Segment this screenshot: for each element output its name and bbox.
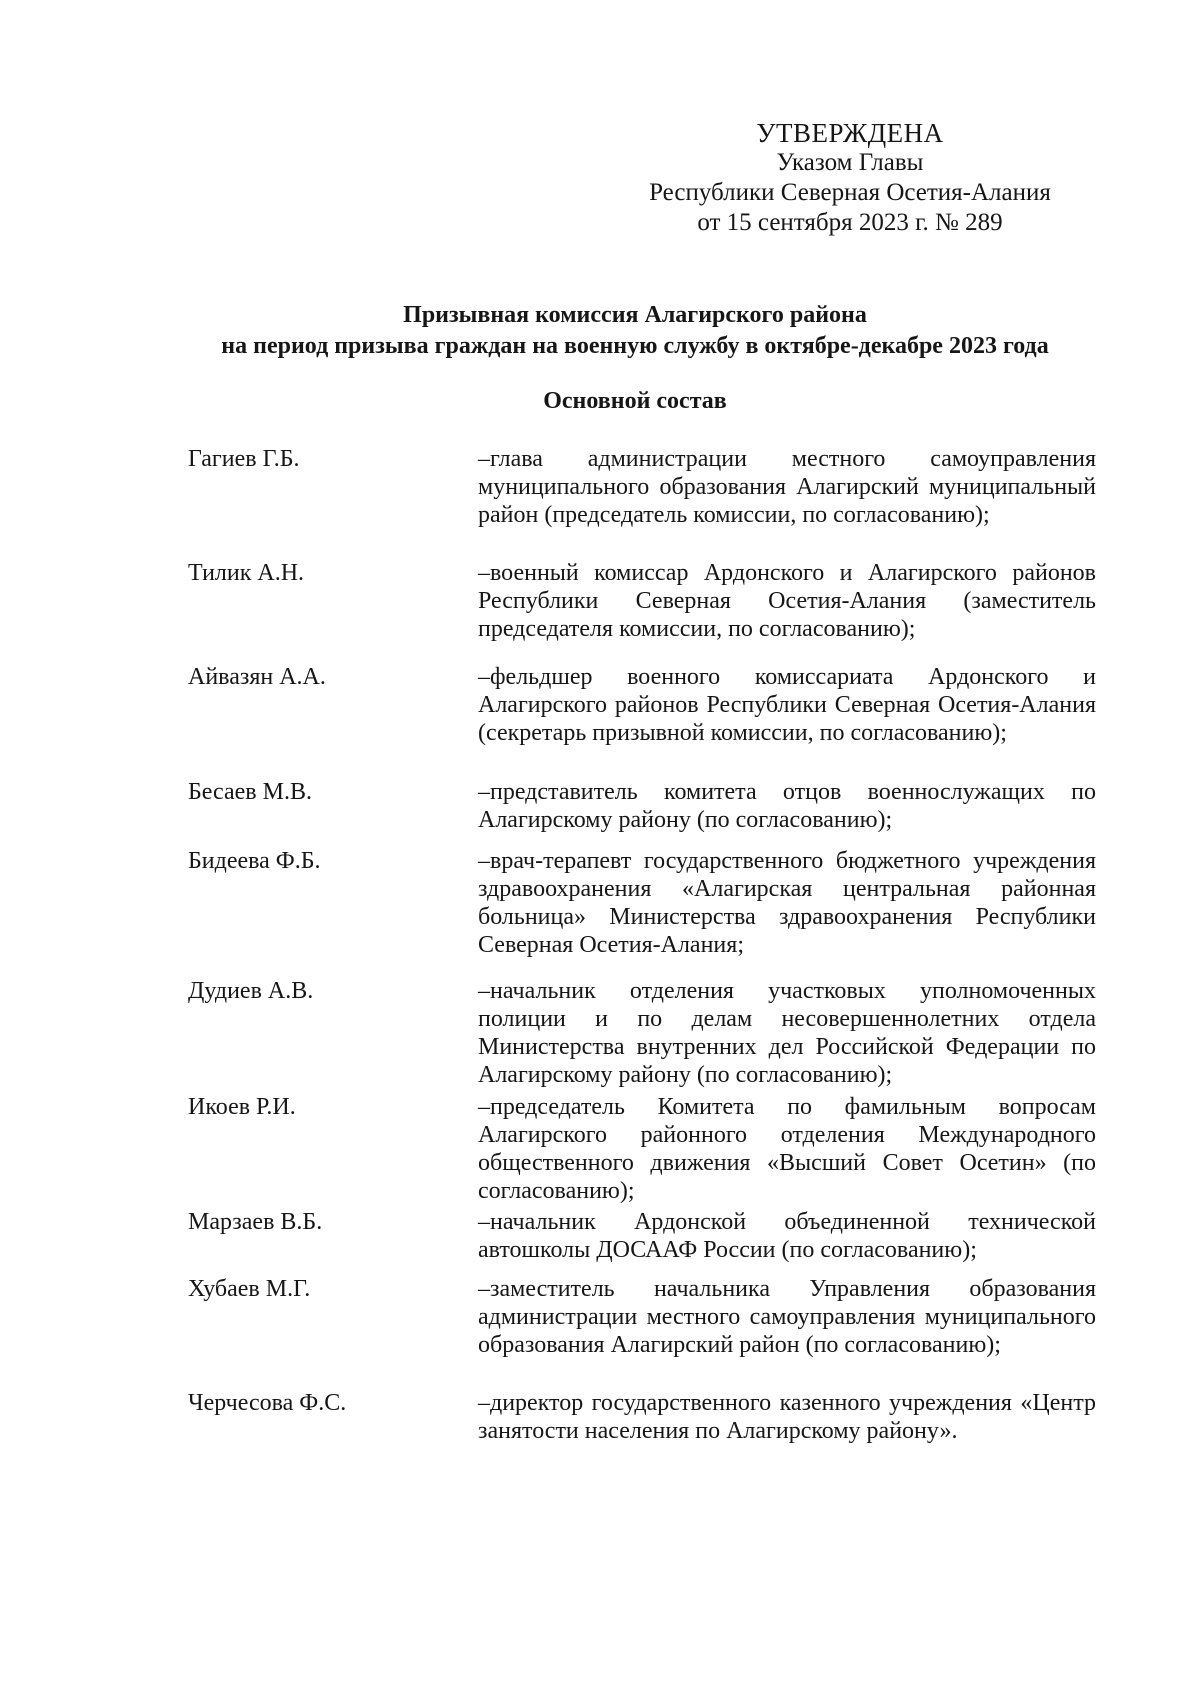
member-name: Марзаев В.Б.	[188, 1209, 323, 1235]
member-role: –врач-терапевт государственного бюджетного учреждения здравоохранения «Алагирская центральная районная больница» Министерства здравоохранения Республики Северная Осетия-Алания;	[478, 848, 1096, 958]
approval-block	[600, 118, 1100, 238]
approval-authority: Указом Главы	[776, 149, 924, 176]
section-title: Основной состав	[543, 388, 727, 414]
document-title-line-2: на период призыва граждан на военную службу в октябре-декабре 2023 года	[221, 333, 1049, 359]
document-title-line-1: Призывная комиссия Алагирского района	[403, 302, 867, 328]
member-name: Бесаев М.В.	[188, 779, 312, 805]
member-name: Тилик А.Н.	[188, 560, 305, 586]
member-role: –глава администрации местного самоуправления муниципального образования Алагирский муниципальный район (председатель комиссии, по согласованию);	[478, 446, 1096, 528]
member-role: –заместитель начальника Управления образования администрации местного самоуправления муниципального образования Алагирский район (по согласованию);	[478, 1276, 1096, 1358]
member-role: –представитель комитета отцов военнослужащих по Алагирскому району (по согласованию);	[478, 779, 1096, 833]
member-name: Икоев Р.И.	[188, 1094, 296, 1120]
member-name: Гагиев Г.Б.	[188, 446, 300, 472]
approval-heading: УТВЕРЖДЕНА	[756, 118, 944, 148]
member-name: Бидеева Ф.Б.	[188, 848, 321, 874]
member-role: –директор государственного казенного учреждения «Центр занятости населения по Алагирскому району».	[478, 1390, 1096, 1444]
member-role: –председатель Комитета по фамильным вопросам Алагирского районного отделения Международного общественного движения «Высший Совет Осетин» (по согласованию);	[478, 1094, 1096, 1204]
member-name: Черчесова Ф.С.	[188, 1390, 347, 1416]
member-role: –фельдшер военного комиссариата Ардонского и Алагирского районов Республики Северная Осетия-Алания (секретарь призывной комиссии, по согласованию);	[478, 664, 1096, 746]
member-name: Хубаев М.Г.	[188, 1276, 311, 1302]
member-name: Айвазян А.А.	[188, 664, 326, 690]
member-role: –начальник Ардонской объединенной технической автошколы ДОСААФ России (по согласованию);	[478, 1209, 1096, 1263]
member-name: Дудиев А.В.	[188, 978, 314, 1004]
approval-republic: Республики Северная Осетия-Алания	[649, 179, 1051, 206]
member-role: –военный комиссар Ардонского и Алагирского районов Республики Северная Осетия-Алания (заместитель председателя комиссии, по согласованию);	[478, 560, 1096, 642]
member-role: –начальник отделения участковых уполномоченных полиции и по делам несовершеннолетних отдела Министерства внутренних дел Российской Федерации по Алагирскому району (по согласованию);	[478, 978, 1096, 1088]
document-title	[120, 300, 1150, 362]
approval-date-number: от 15 сентября 2023 г. № 289	[697, 209, 1003, 236]
